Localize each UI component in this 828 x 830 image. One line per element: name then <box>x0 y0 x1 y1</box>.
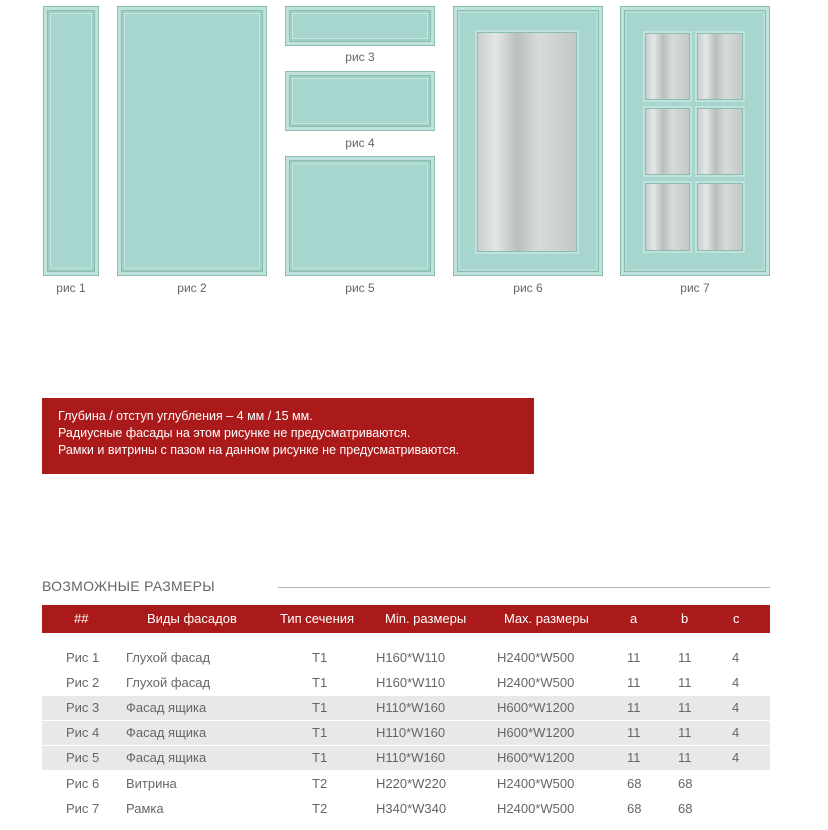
header-cell: Тип сечения <box>280 611 355 626</box>
section-title: ВОЗМОЖНЫЕ РАЗМЕРЫ <box>42 578 215 594</box>
table-cell: Т1 <box>312 675 328 690</box>
table-cell: 68 <box>678 801 693 816</box>
note-line: Радиусные фасады на этом рисунке не предусматриваются. <box>58 426 411 440</box>
table-cell: Рис 6 <box>66 776 100 791</box>
table-cell: H2400*W500 <box>497 801 575 816</box>
table-cell: H2400*W500 <box>497 675 575 690</box>
table-cell: 68 <box>627 801 642 816</box>
glass-pane <box>645 108 690 175</box>
glass-pane <box>645 33 690 100</box>
table-cell: Т1 <box>312 750 328 765</box>
header-cell: c <box>733 611 740 626</box>
facade-figure-3 <box>285 6 435 46</box>
figure-caption: рис 7 <box>680 281 710 295</box>
glass-pane <box>697 33 743 100</box>
table-header <box>42 605 770 633</box>
table-cell: H600*W1200 <box>497 750 575 765</box>
table-row <box>42 696 770 720</box>
table-cell: 4 <box>732 750 740 765</box>
figure-caption: рис 2 <box>177 281 207 295</box>
table-cell: 68 <box>678 776 693 791</box>
table-row <box>42 671 770 695</box>
table-cell: H600*W1200 <box>497 725 575 740</box>
table-cell: H160*W110 <box>376 650 446 665</box>
header-cell: b <box>681 611 689 626</box>
table-row <box>42 746 770 770</box>
table-cell: H2400*W500 <box>497 776 575 791</box>
glass-panel <box>477 32 577 252</box>
table-cell: H160*W110 <box>376 675 446 690</box>
header-cell: ## <box>74 611 89 626</box>
table-cell: Рис 5 <box>66 750 100 765</box>
table-cell: 11 <box>627 700 641 715</box>
table-row <box>42 797 770 821</box>
table-cell: Рис 7 <box>66 801 100 816</box>
table-cell: H600*W1200 <box>497 700 575 715</box>
facade-figure-2 <box>117 6 267 276</box>
table-row <box>42 772 770 796</box>
header-cell: Min. размеры <box>385 611 467 626</box>
note-line: Глубина / отступ углубления – 4 мм / 15 мм. <box>58 409 313 423</box>
table-cell: H110*W160 <box>376 700 446 715</box>
table-cell: Т2 <box>312 776 328 791</box>
glass-pane <box>645 183 690 251</box>
table-cell: Рис 3 <box>66 700 100 715</box>
table-cell: Рис 4 <box>66 725 100 740</box>
facade-figure-5 <box>285 156 435 276</box>
table-cell: Т1 <box>312 650 328 665</box>
table-cell: Глухой фасад <box>126 650 211 665</box>
table-cell: Фасад ящика <box>126 725 207 740</box>
table-cell: 11 <box>678 675 692 690</box>
glass-pane <box>697 183 743 251</box>
facade-figure-7 <box>620 6 770 276</box>
table-cell: H2400*W500 <box>497 650 575 665</box>
facade-figure-1 <box>43 6 99 276</box>
table-cell: 4 <box>732 650 740 665</box>
table-cell: H340*W340 <box>376 801 447 816</box>
info-note <box>42 398 534 474</box>
table-cell: Фасад ящика <box>126 700 207 715</box>
table-cell: 11 <box>627 675 641 690</box>
table-cell: 4 <box>732 675 740 690</box>
table-cell: 11 <box>678 725 692 740</box>
note-line: Рамки и витрины с пазом на данном рисунке не предусматриваются. <box>58 443 460 457</box>
table-cell: Глухой фасад <box>126 675 211 690</box>
table-cell: H220*W220 <box>376 776 447 791</box>
figure-caption: рис 1 <box>56 281 86 295</box>
glass-pane <box>697 108 743 175</box>
figure-caption: рис 4 <box>345 136 375 150</box>
table-cell: 11 <box>678 700 692 715</box>
table-row <box>42 646 770 670</box>
table-cell: Рамка <box>126 801 164 816</box>
table-cell: H110*W160 <box>376 750 446 765</box>
table-cell: 68 <box>627 776 642 791</box>
table-cell: 4 <box>732 700 740 715</box>
header-cell: a <box>630 611 638 626</box>
table-row <box>42 721 770 745</box>
table-cell: Фасад ящика <box>126 750 207 765</box>
table-cell: 11 <box>678 650 692 665</box>
table-cell: Рис 1 <box>66 650 100 665</box>
figure-caption: рис 6 <box>513 281 543 295</box>
table-cell: Рис 2 <box>66 675 100 690</box>
table-cell: 11 <box>678 750 692 765</box>
facade-figure-6 <box>453 6 603 276</box>
table-cell: Т1 <box>312 700 328 715</box>
section-divider <box>278 587 770 588</box>
figure-caption: рис 5 <box>345 281 375 295</box>
header-cell: Виды фасадов <box>147 611 237 626</box>
table-cell: 11 <box>627 725 641 740</box>
table-cell: 11 <box>627 750 641 765</box>
table-cell: 4 <box>732 725 740 740</box>
table-cell: Т1 <box>312 725 328 740</box>
header-cell: Max. размеры <box>504 611 589 626</box>
table-cell: H110*W160 <box>376 725 446 740</box>
table-cell: Витрина <box>126 776 177 791</box>
facade-figure-4 <box>285 71 435 131</box>
figure-caption: рис 3 <box>345 50 375 64</box>
table-cell: 11 <box>627 650 641 665</box>
table-cell: Т2 <box>312 801 328 816</box>
